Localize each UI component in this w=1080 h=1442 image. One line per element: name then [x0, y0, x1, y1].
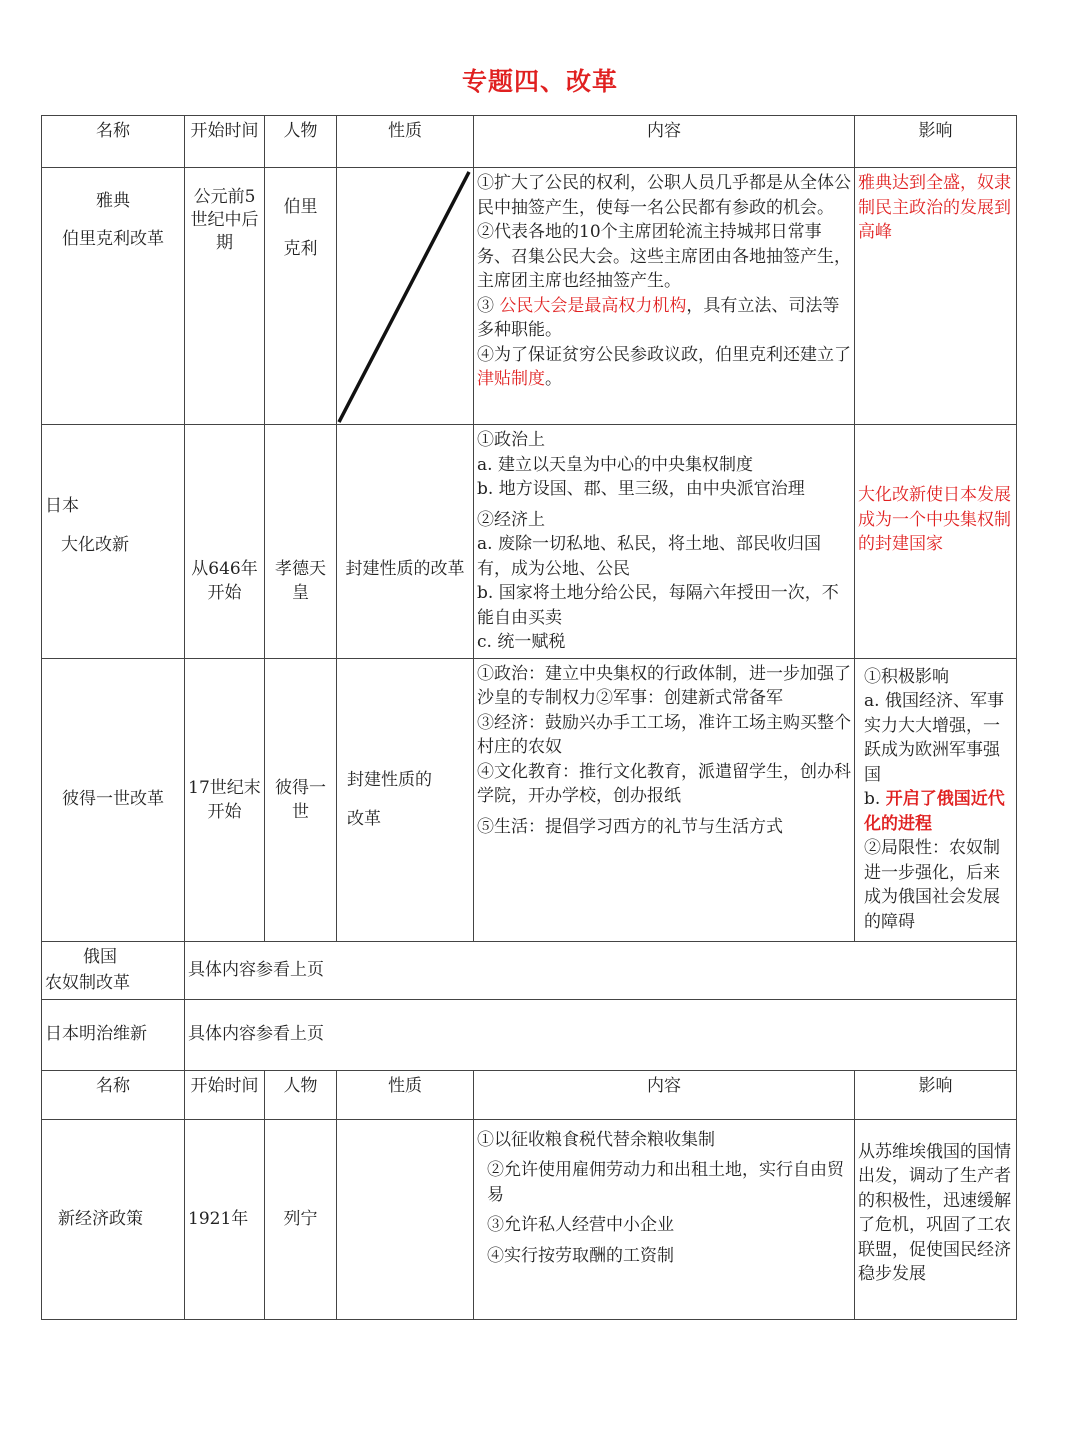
content-text: ，具有立法、司法等多种职能。	[477, 295, 840, 340]
start-time-line: 世纪中后	[190, 210, 259, 230]
header-content: 内容	[474, 116, 855, 168]
header-person: 人物	[265, 116, 337, 168]
nature-line: 封建性质的	[347, 769, 432, 790]
header-name: 名称	[42, 116, 185, 168]
start-time-line: 从646年	[191, 559, 258, 579]
content-cell	[474, 658, 855, 941]
nature-line: 改革	[347, 808, 381, 829]
content-text: 。	[545, 369, 562, 389]
table-header-row	[42, 1070, 1017, 1119]
reform-name-line1: 俄国	[83, 946, 117, 967]
nature-cell-empty	[337, 1119, 474, 1319]
note-cell: 具体内容参看上页	[185, 999, 1017, 1070]
person-cell	[265, 425, 337, 659]
reform-name-cell: 彼得一世改革	[42, 658, 185, 941]
person-cell: 列宁	[265, 1119, 337, 1319]
influence-cell: 从苏维埃俄国的国情出发，调动了生产者的积极性，迅速缓解了危机，巩固了工农联盟，促使国民经济稳步发展	[855, 1119, 1017, 1319]
diagonal-line-icon	[337, 168, 473, 424]
content-item	[477, 294, 851, 343]
start-time-cell	[185, 658, 265, 941]
header-person: 人物	[265, 1070, 337, 1119]
start-time-cell	[185, 425, 265, 659]
content-item: ④文化教育：推行文化教育，派遣留学生，创办科学院，开办学校，创办报纸	[477, 761, 851, 806]
table-row	[42, 168, 1017, 425]
table-row	[42, 658, 1017, 941]
content-highlight: 公民大会是最高权力机构	[499, 295, 687, 316]
start-time-cell	[185, 168, 265, 425]
influence-item: ②局限性：农奴制进一步强化，后来成为俄国社会发展的障碍	[864, 838, 1000, 932]
person-line: 孝德天	[275, 559, 326, 579]
content-item: ②允许使用雇佣劳动力和出租土地，实行自由贸易	[487, 1160, 844, 1205]
influence-item	[864, 787, 1013, 836]
content-item: ③允许私人经营中小企业	[487, 1215, 674, 1235]
header-influence: 影响	[855, 1070, 1017, 1119]
start-time-line: 开始	[207, 583, 242, 603]
header-influence: 影响	[855, 116, 1017, 168]
reform-name-line2: 大化改新	[61, 535, 129, 555]
reform-name-line1: 日本	[45, 496, 79, 516]
person-cell	[265, 168, 337, 425]
reform-name-line2: 伯里克利改革	[62, 229, 164, 249]
header-content: 内容	[474, 1070, 855, 1119]
content-item: a. 建立以天皇为中心的中央集权制度	[477, 454, 753, 475]
content-item: ⑤生活：提倡学习西方的礼节与生活方式	[477, 816, 783, 837]
header-name: 名称	[42, 1070, 185, 1119]
reform-name-cell: 新经济政策	[42, 1119, 185, 1319]
table-row	[42, 425, 1017, 659]
header-nature: 性质	[337, 1070, 474, 1119]
content-text: ③	[477, 295, 500, 316]
start-time-line: 17世纪末	[188, 777, 261, 798]
influence-cell	[855, 658, 1017, 941]
person-line: 皇	[292, 583, 309, 603]
table-row	[42, 941, 1017, 999]
content-item: ①扩大了公民的权利，公职人员几乎都是从全体公民中抽签产生，使每一名公民都有参政的机会。	[477, 173, 851, 218]
person-line: 克利	[283, 239, 318, 259]
influence-heading: ①积极影响	[864, 666, 949, 687]
content-heading: ②经济上	[477, 509, 545, 530]
person-line: 世	[292, 801, 309, 822]
content-item: ④实行按劳取酬的工资制	[487, 1245, 674, 1266]
reform-table	[41, 115, 1017, 1320]
reform-name-cell	[42, 941, 185, 999]
header-start-time: 开始时间	[185, 116, 265, 168]
page-title: 专题四、改革	[461, 67, 618, 96]
nature-cell: 封建性质的改革	[337, 425, 474, 659]
content-cell	[474, 1119, 855, 1319]
content-item: b. 国家将土地分给公民，每隔六年授田一次，不能自由买卖	[477, 583, 839, 628]
content-item: ②代表各地的10个主席团轮流主持城邦日常事务、召集公民大会。这些主席团由各地抽签产生，主席团主席也经抽签产生。	[477, 222, 851, 291]
start-time-line: 期	[216, 233, 233, 253]
nature-empty-diagonal	[337, 168, 474, 425]
content-item: b. 地方设国、郡、里三级，由中央派官治理	[477, 479, 805, 499]
person-line: 伯里	[283, 197, 318, 217]
influence-text: b.	[864, 789, 886, 809]
header-nature: 性质	[337, 116, 474, 168]
start-time-cell: 1921年	[185, 1119, 265, 1319]
content-item: ①政治：建立中央集权的行政体制，进一步加强了沙皇的专制权力②军事：创建新式常备军	[477, 663, 851, 708]
content-item	[477, 343, 851, 392]
nature-cell	[337, 658, 474, 941]
start-time-line: 开始	[207, 801, 242, 822]
reform-name-cell	[42, 168, 185, 425]
note-cell: 具体内容参看上页	[185, 941, 1017, 999]
reform-name-cell	[42, 425, 185, 659]
influence-cell: 大化改新使日本发展成为一个中央集权制的封建国家	[855, 425, 1017, 659]
header-start-time: 开始时间	[185, 1070, 265, 1119]
influence-item: a. 俄国经济、军事实力大大增强，一跃成为欧洲军事强国	[864, 691, 1004, 785]
content-item: ①以征收粮食税代替余粮收集制	[477, 1129, 715, 1150]
person-cell	[265, 658, 337, 941]
content-heading: ①政治上	[477, 430, 545, 450]
content-item: a. 废除一切私地、私民，将土地、部民收归国有，成为公地、公民	[477, 534, 821, 579]
content-cell	[474, 168, 855, 425]
reform-name-line2: 农奴制改革	[45, 972, 130, 993]
influence-cell: 雅典达到全盛，奴隶制民主政治的发展到高峰	[855, 168, 1017, 425]
table-row	[42, 1119, 1017, 1319]
reform-name-line1: 雅典	[96, 191, 130, 211]
table-row	[42, 999, 1017, 1070]
content-cell	[474, 425, 855, 659]
table-header-row	[42, 116, 1017, 168]
content-item: c. 统一赋税	[477, 632, 566, 652]
content-text: ④为了保证贫穷公民参政议政，伯里克利还建立了	[477, 344, 851, 365]
reform-name-cell: 日本明治维新	[42, 999, 185, 1070]
content-item: ③经济：鼓励兴办手工工场，准许工场主购买整个村庄的农奴	[477, 712, 851, 757]
content-highlight: 津贴制度	[477, 369, 545, 389]
influence-highlight: 开启了俄国近代化的进程	[864, 789, 1005, 834]
start-time-line: 公元前5	[193, 187, 256, 207]
person-line: 彼得一	[275, 777, 326, 798]
